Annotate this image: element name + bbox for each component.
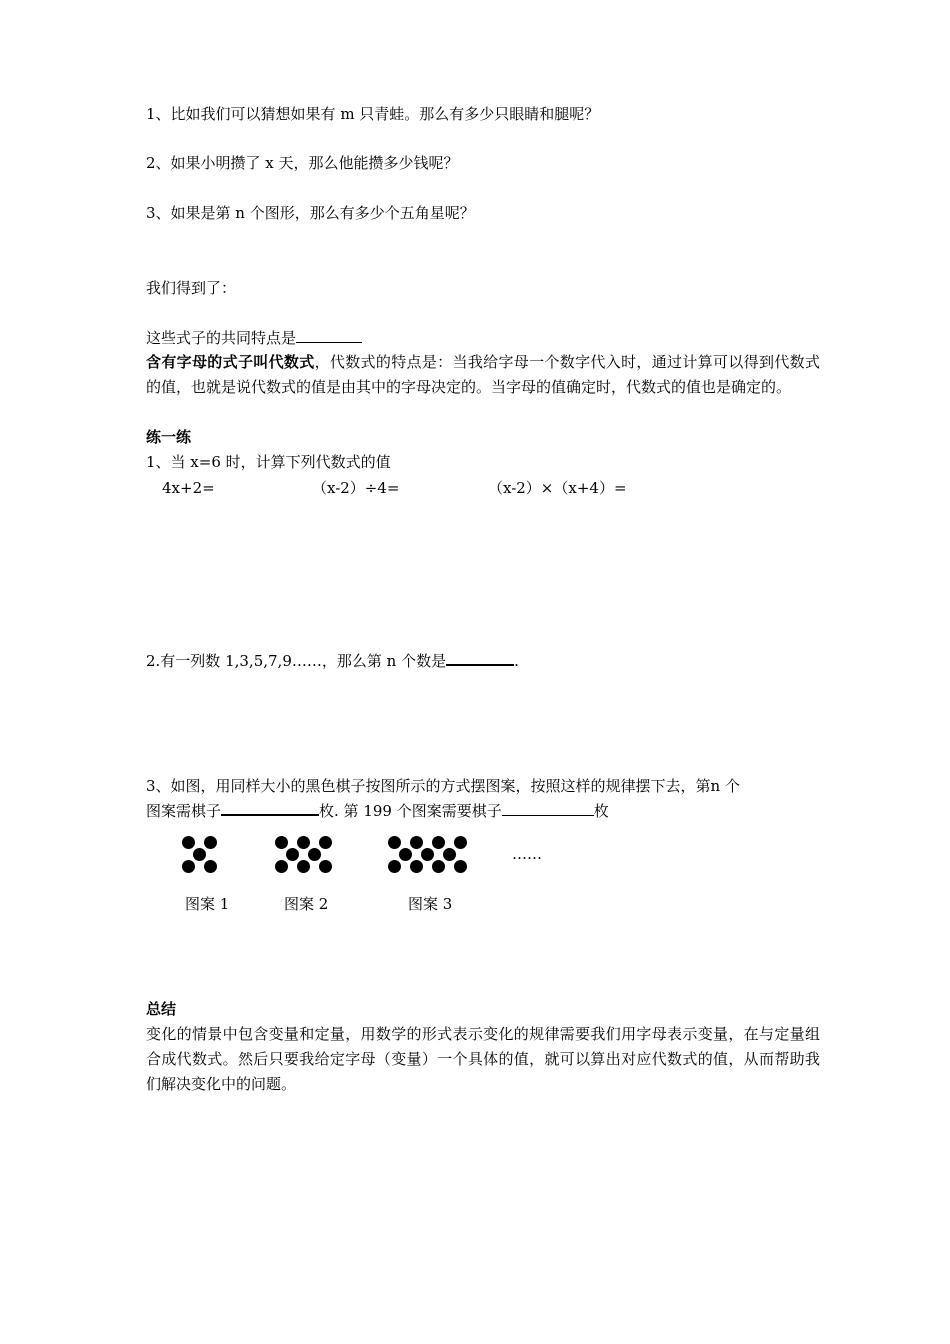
pattern-3-label: 图案 3 bbox=[408, 895, 453, 913]
answer-blank[interactable] bbox=[296, 328, 362, 343]
answer-blank[interactable] bbox=[502, 801, 594, 816]
summary-title: 总结 bbox=[146, 1000, 177, 1018]
exercise-1: 1、当 x=6 时，计算下列代数式的值 bbox=[146, 453, 391, 471]
chess-piece bbox=[432, 860, 445, 873]
chess-piece bbox=[432, 836, 445, 849]
practice-title: 练一练 bbox=[146, 428, 192, 446]
chess-piece bbox=[388, 836, 401, 849]
expression-3: （x-2）×（x+4）= bbox=[488, 479, 627, 497]
exercise-3-text-a: 图案需棋子 bbox=[146, 802, 222, 820]
chess-piece bbox=[308, 848, 321, 861]
exercise-3-text-c: 枚 bbox=[593, 802, 609, 820]
definition-paragraph bbox=[146, 350, 820, 400]
exercise-3-line-1: 3、如图，用同样大小的黑色棋子按图所示的方式摆图案，按照这样的规律摆下去，第n 个 bbox=[146, 777, 740, 795]
common-feature-text: 这些式子的共同特点是 bbox=[146, 329, 297, 347]
chess-piece bbox=[410, 860, 423, 873]
expression-2: （x-2）÷4= bbox=[312, 479, 400, 497]
chess-piece bbox=[193, 848, 206, 861]
chess-piece bbox=[275, 836, 288, 849]
exercise-2-text: 2.有一列数 1,3,5,7,9……，那么第 n 个数是 bbox=[146, 652, 447, 670]
chess-piece bbox=[204, 860, 217, 873]
chess-piece bbox=[297, 860, 310, 873]
exercise-2-period: . bbox=[514, 652, 519, 670]
chess-piece bbox=[286, 848, 299, 861]
chess-piece bbox=[454, 836, 467, 849]
chess-piece bbox=[319, 860, 332, 873]
exercise-3-text-b: 枚. 第 199 个图案需要棋子 bbox=[319, 802, 502, 820]
chess-piece bbox=[275, 860, 288, 873]
chess-piece bbox=[204, 836, 217, 849]
chess-piece bbox=[443, 848, 456, 861]
summary-paragraph: 变化的情景中包含变量和定量，用数学的形式表示变化的规律需要我们用字母表示变量，在与定量组合成代数式。然后只要我给定字母（变量）一个具体的值，就可以算出对应代数式的值，从而帮助我们解决变化中的问题。 bbox=[146, 1025, 820, 1093]
answer-blank[interactable] bbox=[446, 650, 514, 666]
chess-piece bbox=[421, 848, 434, 861]
chess-piece bbox=[454, 860, 467, 873]
answer-blank[interactable] bbox=[221, 800, 319, 816]
pattern-2-label: 图案 2 bbox=[284, 895, 329, 913]
chess-piece bbox=[182, 860, 195, 873]
definition-bold: 含有字母的式子叫代数式 bbox=[146, 353, 315, 371]
chess-piece bbox=[319, 836, 332, 849]
chess-piece bbox=[399, 848, 412, 861]
expression-1: 4x+2= bbox=[162, 479, 215, 497]
chess-piece bbox=[182, 836, 195, 849]
pattern-1-label: 图案 1 bbox=[185, 895, 230, 913]
got-label: 我们得到了： bbox=[146, 279, 237, 297]
question-savings: 2、如果小明攒了 x 天，那么他能攒多少钱呢？ bbox=[146, 154, 459, 172]
pattern-ellipsis: …… bbox=[512, 845, 542, 863]
chess-piece bbox=[297, 836, 310, 849]
question-stars: 3、如果是第 n 个图形，那么有多少个五角星呢？ bbox=[146, 204, 475, 222]
question-frogs: 1、比如我们可以猜想如果有 m 只青蛙。那么有多少只眼睛和腿呢？ bbox=[146, 105, 600, 123]
common-feature-line bbox=[146, 326, 362, 350]
exercise-3-line-2 bbox=[146, 799, 609, 823]
definition-text: ，代数式的特点是：当我给字母一个数字代入时，通过计算可以得到代数式的值，也就是说代数式的值是由其中的字母决定的。当字母的值确定时，代数式的值也是确定的。 bbox=[146, 353, 820, 396]
chess-piece bbox=[388, 860, 401, 873]
chess-piece bbox=[410, 836, 423, 849]
exercise-2 bbox=[146, 649, 519, 673]
